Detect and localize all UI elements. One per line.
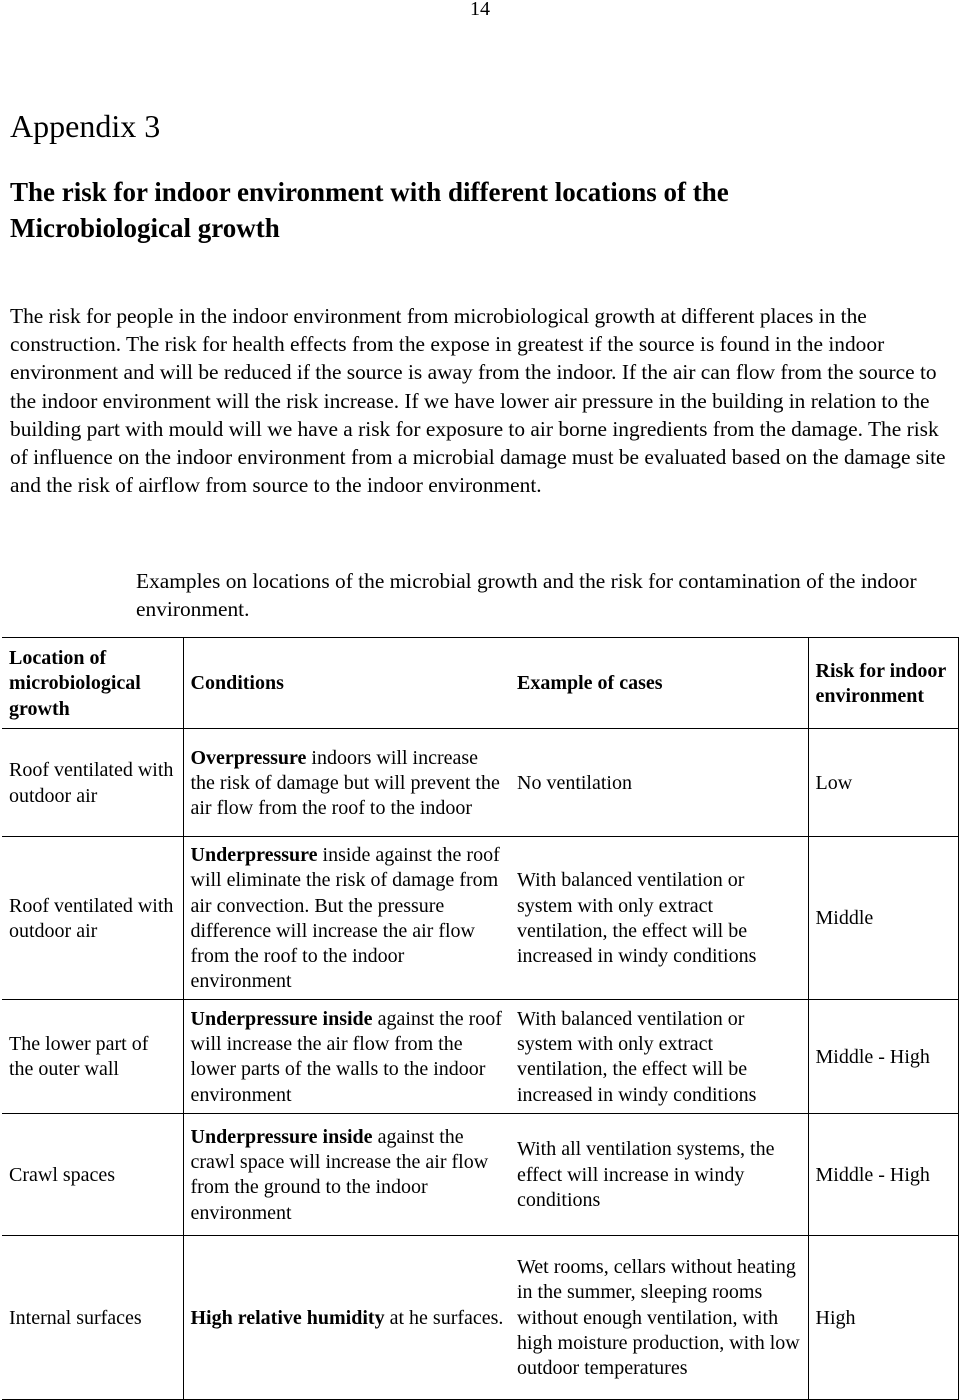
condition-text: against the roof will increase the air flow from the lower parts of the walls to the indoor environment	[190, 1007, 502, 1106]
cell-example: Wet rooms, cellars without heating in the summer, sleeping rooms without enough ventilation, with high moisture production, with low outdoor temperatures	[510, 1235, 808, 1399]
cell-example: With balanced ventilation or system with only extract ventilation, the effect will be increased in windy conditions	[510, 999, 808, 1113]
cell-conditions	[183, 999, 510, 1113]
table-row	[2, 729, 958, 837]
cell-risk: Low	[808, 729, 958, 837]
appendix-title: Appendix 3	[10, 108, 161, 144]
table-row	[2, 1113, 958, 1235]
cell-risk: Middle - High	[808, 1113, 958, 1235]
condition-emphasis: Underpressure	[190, 844, 318, 866]
condition-text: at he surfaces.	[384, 1306, 504, 1329]
header-location: Location of microbiological growth	[2, 638, 183, 729]
header-conditions: Conditions	[183, 638, 510, 729]
cell-location: Roof ventilated with outdoor air	[2, 837, 183, 1000]
risk-table	[2, 637, 959, 1400]
cell-location: Roof ventilated with outdoor air	[2, 729, 183, 837]
condition-emphasis: High relative humidity	[190, 1306, 385, 1329]
table-row	[2, 837, 958, 1000]
cell-location: Internal surfaces	[2, 1235, 183, 1399]
cell-conditions	[183, 1235, 510, 1399]
table-row	[2, 999, 958, 1113]
table-header-row	[2, 638, 958, 729]
page-number: 14	[470, 0, 490, 20]
cell-conditions	[183, 837, 510, 1000]
cell-example: With balanced ventilation or system with only extract ventilation, the effect will be increased in windy conditions	[510, 837, 808, 1000]
intro-paragraph: The risk for people in the indoor environment from microbiological growth at different places in the construction. The risk for health effects from the expose in greatest if the source is found in the indoor environment and will be reduced if the source is away from the indoor. If the air can flow from the source to the indoor environment will the risk increase. If we have lower air pressure in the building in relation to the building part with mould will we have a risk for exposure to air borne ingredients from the damage. The risk of influence on the indoor environment from a microbial damage must be evaluated based on the damage site and the risk of airflow from source to the indoor environment.	[10, 304, 946, 498]
condition-text: inside against the roof will eliminate the risk of damage from air convection. But the pressure difference will increase the air flow from the roof to the indoor environment	[190, 844, 500, 993]
condition-text: indoors will increase the risk of damage but will prevent the air flow from the roof to the indoor	[190, 746, 500, 820]
cell-location: Crawl spaces	[2, 1113, 183, 1235]
cell-risk: High	[808, 1235, 958, 1399]
cell-location: The lower part of the outer wall	[2, 999, 183, 1113]
cell-risk: Middle - High	[808, 999, 958, 1113]
cell-risk: Middle	[808, 837, 958, 1000]
cell-example: No ventilation	[510, 729, 808, 837]
condition-emphasis: Overpressure	[190, 746, 307, 769]
table-row	[2, 1235, 958, 1399]
cell-conditions	[183, 729, 510, 837]
condition-text: against the crawl space will increase the air flow from the ground to the indoor environment	[190, 1125, 489, 1224]
header-examples: Example of cases	[510, 638, 808, 729]
header-risk: Risk for indoor environment	[808, 638, 958, 729]
condition-emphasis: Underpressure inside	[190, 1007, 373, 1030]
table-caption: Examples on locations of the microbial growth and the risk for contamination of the indoor environment.	[136, 569, 917, 621]
cell-example: With all ventilation systems, the effect will increase in windy conditions	[510, 1113, 808, 1235]
condition-emphasis: Underpressure inside	[190, 1125, 373, 1148]
cell-conditions	[183, 1113, 510, 1235]
section-subtitle: The risk for indoor environment with different locations of the Microbiological growth	[10, 177, 729, 243]
